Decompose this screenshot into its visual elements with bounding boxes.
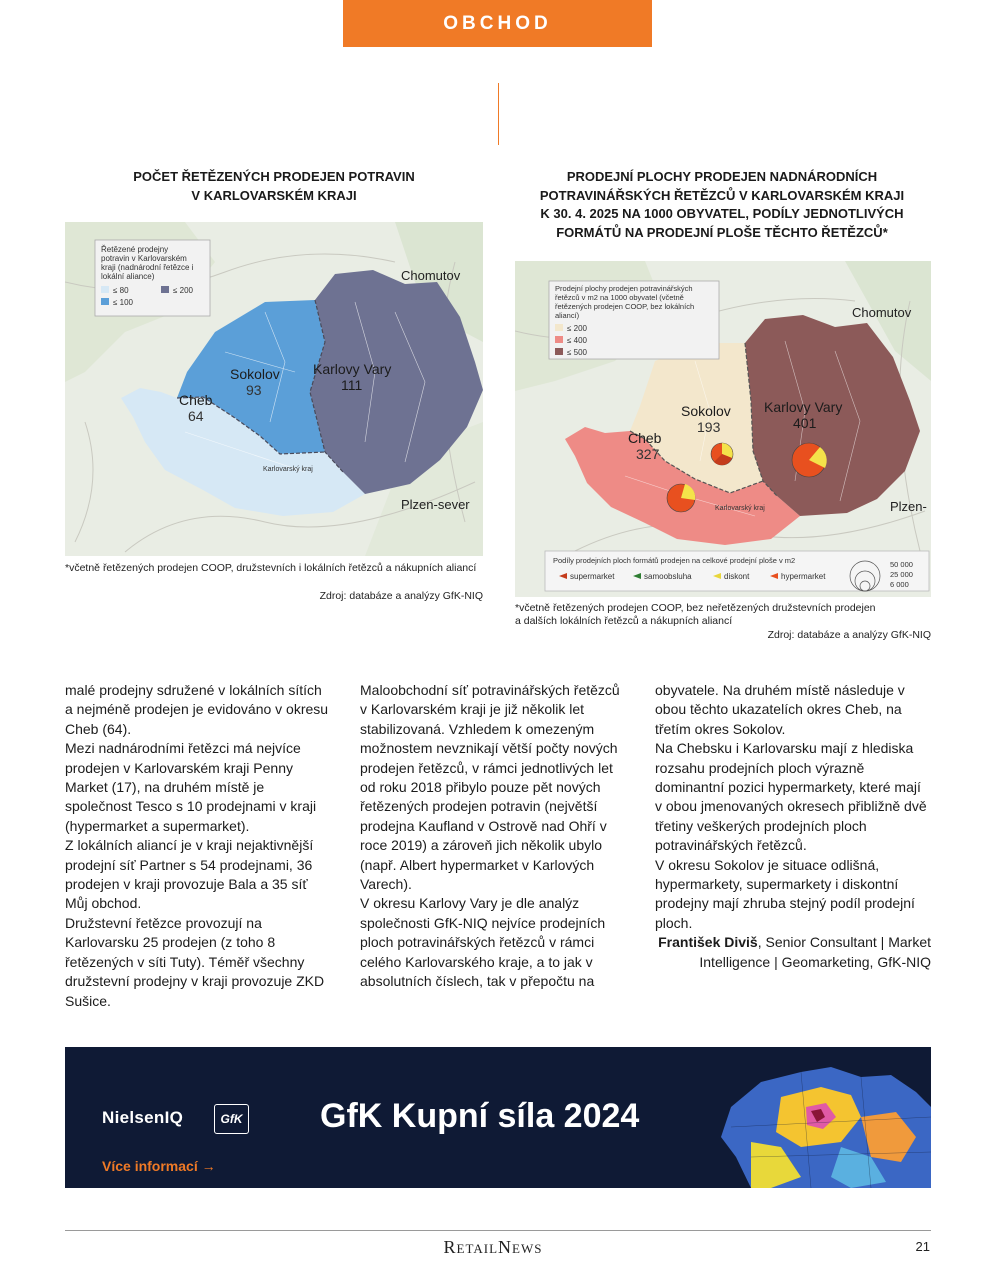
ad-banner[interactable] xyxy=(65,1047,931,1188)
svg-text:potravin v Karlovarském: potravin v Karlovarském xyxy=(101,254,187,263)
svg-text:Podíly prodejních ploch formát: Podíly prodejních ploch formátů prodejen na celkové prodejní ploše v m2 xyxy=(553,556,796,565)
svg-text:aliancí): aliancí) xyxy=(555,311,580,320)
svg-text:Cheb: Cheb xyxy=(628,430,662,446)
svg-text:Plzen-: Plzen- xyxy=(890,499,927,514)
svg-text:Karlovarský kraj: Karlovarský kraj xyxy=(263,466,313,473)
czech-map-graphic xyxy=(711,1047,931,1188)
figure1-source: Zdroj: databáze a analýzy GfK-NIQ xyxy=(319,590,483,602)
pie-karlovy-vary xyxy=(792,443,827,477)
paragraph: Maloobchodní síť potravinářských řetězců v Karlovarském kraji je již několik let stabilizovaná. Vzhledem k omezeným možnostem nevznikají větší počty nových prodejen řetězců, v rámci jednotlivých let od roku 2018 přibylo pouze pět nových řetězených prodejen potravin (největší prodejna Kaufland v Ostrově nad Ohří v roce 2019) a zároveň jich několik ubylo (např. Albert hypermarket v Karlových Varech). xyxy=(360,682,620,893)
nielseniq-logo: NielsenIQ xyxy=(102,1108,184,1127)
paragraph: V okresu Sokolov je situace odlišná, hypermarkety, supermarkety i diskontní prodejny mají zhruba stejný podíl prodejní ploch. xyxy=(655,856,915,931)
svg-text:111: 111 xyxy=(341,377,363,393)
svg-text:≤ 200: ≤ 200 xyxy=(567,324,587,333)
svg-text:≤ 500: ≤ 500 xyxy=(567,348,587,357)
svg-text:93: 93 xyxy=(246,382,262,398)
figure1-map xyxy=(65,222,483,556)
svg-text:Sokolov: Sokolov xyxy=(230,366,280,382)
svg-text:Plzen-sever: Plzen-sever xyxy=(401,497,470,512)
svg-text:6 000: 6 000 xyxy=(890,580,909,589)
paragraph: Družstevní řetězce provozují na Karlovarsku 25 prodejen (z toho 8 řetězených v síti Tuty). Téměř všechny družstevní prodejny v kraji provozuje ZKD Sušice. xyxy=(65,914,325,1009)
paragraph: Z lokálních aliancí je v kraji nejaktivnější prodejní síť Partner s 54 prodejnami, 36 prodejen v kraji provozuje Bala a 35 síť Můj obchod. xyxy=(65,837,314,912)
more-info-link[interactable]: Více informací → xyxy=(102,1158,216,1174)
svg-text:diskont: diskont xyxy=(724,572,750,581)
svg-text:64: 64 xyxy=(188,408,204,424)
text-column-1 xyxy=(65,681,333,1011)
author-credit xyxy=(655,933,931,972)
text-column-2 xyxy=(360,681,630,992)
svg-text:401: 401 xyxy=(793,415,817,431)
figure2-source: Zdroj: databáze a analýzy GfK-NIQ xyxy=(767,629,931,641)
svg-text:50 000: 50 000 xyxy=(890,560,913,569)
svg-text:Karlovy Vary: Karlovy Vary xyxy=(313,361,392,377)
paragraph: V okresu Karlovy Vary je dle analýz společnosti GfK-NIQ nejvíce prodejních ploch potravinářských řetězců v rámci celého Karlovarského kraje, a to jak v absolutních číslech, tak v přepočtu na xyxy=(360,895,606,990)
paragraph: Mezi nadnárodními řetězci má nejvíce prodejen v Karlovarském kraji Penny Market (17), na druhém místě je společnost Tesco s 10 prodejnami v kraji (hypermarket a supermarket). xyxy=(65,740,317,834)
svg-text:řetězců v m2 na 1000 obyvatel: řetězců v m2 na 1000 obyvatel (včetně xyxy=(555,293,684,302)
retailnews-logo: RetailNews xyxy=(443,1237,543,1257)
pie-cheb xyxy=(667,484,695,512)
svg-text:Karlovy Vary: Karlovy Vary xyxy=(764,399,843,415)
svg-text:hypermarket: hypermarket xyxy=(781,572,826,581)
paragraph: malé prodejny sdružené v lokálních sítích a nejméně prodejen je evidováno v okresu Cheb (64). xyxy=(65,682,329,737)
banner-title: GfK Kupní síla 2024 xyxy=(320,1097,640,1135)
paragraph: Na Chebsku i Karlovarsku mají z hlediska rozsahu prodejních ploch výrazně dominantní pozici hypermarkety, které mají v obou jmenovaných okresech přibližně dvě třetiny veškerých prodejních ploch potravinářských řetězců. xyxy=(655,740,927,854)
svg-text:≤ 200: ≤ 200 xyxy=(173,286,193,295)
svg-text:lokální aliance): lokální aliance) xyxy=(101,272,155,281)
figure1-title: POČET ŘETĚZENÝCH PRODEJEN POTRAVIN V KARLOVARSKÉM KRAJI xyxy=(133,169,415,203)
svg-text:Řetězené prodejny: Řetězené prodejny xyxy=(101,245,169,254)
figure2-map xyxy=(515,261,931,597)
svg-text:Chomutov: Chomutov xyxy=(852,305,912,320)
svg-text:supermarket: supermarket xyxy=(570,572,615,581)
page-number: 21 xyxy=(915,1239,930,1254)
svg-text:Sokolov: Sokolov xyxy=(681,403,731,419)
svg-text:193: 193 xyxy=(697,419,721,435)
section-tab: OBCHOD xyxy=(343,0,652,47)
svg-text:Chomutov: Chomutov xyxy=(401,268,461,283)
svg-text:25 000: 25 000 xyxy=(890,570,913,579)
author-role: , Senior Consultant | Market Intelligence | Geomarketing, GfK-NIQ xyxy=(699,934,931,970)
svg-text:řetězených prodejen COOP, bez: řetězených prodejen COOP, bez lokálních xyxy=(555,302,695,311)
text-column-3 xyxy=(655,681,931,972)
svg-text:327: 327 xyxy=(636,446,660,462)
svg-text:≤ 100: ≤ 100 xyxy=(113,298,133,307)
divider-line xyxy=(498,83,499,145)
svg-text:Prodejní plochy prodejen potra: Prodejní plochy prodejen potravinářských xyxy=(555,284,693,293)
svg-text:kraji (nadnárodní řetězce i: kraji (nadnárodní řetězce i xyxy=(101,263,194,272)
figure2-title: PRODEJNÍ PLOCHY PRODEJEN NADNÁRODNÍCH POTRAVINÁŘSKÝCH ŘETĚZCŮ V KARLOVARSKÉM KRAJI K 30. 4. 2025 NA 1000 OBYVATEL, PODÍLY JEDNOTLIVÝCH FORMÁTŮ NA PRODEJNÍ PLOŠE TĚCHTO ŘETĚZCŮ* xyxy=(539,169,905,240)
figure1-caption: *včetně řetězených prodejen COOP, družstevních i lokálních řetězců a nákupních aliancí xyxy=(65,562,477,574)
svg-text:Karlovarský kraj: Karlovarský kraj xyxy=(715,505,765,512)
svg-text:≤ 400: ≤ 400 xyxy=(567,336,587,345)
gfk-logo: GfK xyxy=(214,1104,249,1134)
pie-sokolov xyxy=(711,443,733,465)
figure2-caption: *včetně řetězených prodejen COOP, bez neřetězených družstevních prodejen a dalších lokálních řetězců a nákupních aliancí xyxy=(515,602,876,627)
footer-divider xyxy=(65,1230,931,1231)
author-name: František Diviš xyxy=(658,934,758,951)
paragraph: obyvatele. Na druhém místě následuje v obou těchto ukazatelích okres Cheb, na třetím okres Sokolov. xyxy=(655,682,905,737)
svg-text:samoobsluha: samoobsluha xyxy=(644,572,692,581)
svg-text:Cheb: Cheb xyxy=(179,392,213,408)
svg-text:≤ 80: ≤ 80 xyxy=(113,286,129,295)
